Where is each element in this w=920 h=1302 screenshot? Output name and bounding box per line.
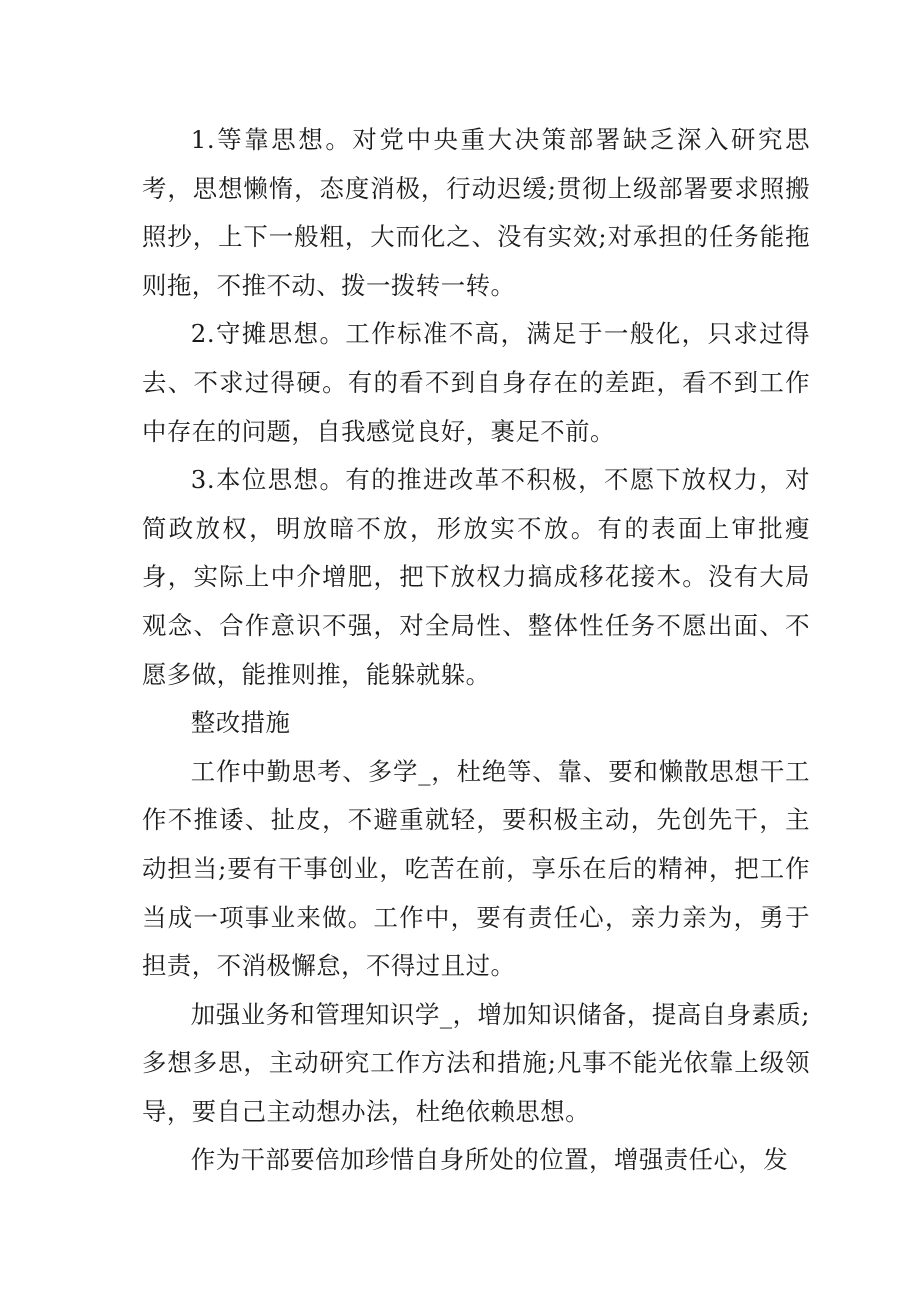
paragraph-departmentalism-mindset: 3.本位思想。有的推进改革不积极，不愿下放权力，对简政放权，明放暗不放，形放实不放。有的表面上审批瘦身，实际上中介增肥，把下放权力搞成移花接木。没有大局观念、合作意识不强，对全局性、整体性任务不愿出面、不愿多做，能推则推，能躲就躲。 <box>142 465 810 689</box>
document-body <box>142 116 810 1185</box>
paragraph-rectification-learning: 加强业务和管理知识学_，增加知识储备，提高自身素质;多想多思，主动研究工作方法和措施;凡事不能光依靠上级领导，要自己主动想办法，杜绝依赖思想。 <box>142 999 810 1126</box>
section-heading-rectification: 整改措施 <box>190 708 291 738</box>
paragraph-status-quo-mindset: 2.守摊思想。工作标准不高，满足于一般化，只求过得去、不求过得硬。有的看不到自身存在的差距，看不到工作中存在的问题，自我感觉良好，裹足不前。 <box>142 319 810 446</box>
paragraph-waiting-mindset: 1.等靠思想。对党中央重大决策部署缺乏深入研究思考，思想懒惰，态度消极，行动迟缓;贯彻上级部署要求照搬照抄，上下一般粗，大而化之、没有实效;对承担的任务能拖则拖，不推不动、拨一拨转一转。 <box>142 125 810 300</box>
paragraph-rectification-diligence: 工作中勤思考、多学_，杜绝等、靠、要和懒散思想干工作不推诿、扯皮，不避重就轻，要积极主动，先创先干，主动担当;要有干事创业，吃苦在前，享乐在后的精神，把工作当成一项事业来做。工作中，要有责任心，亲力亲为，勇于担责，不消极懈怠，不得过且过。 <box>142 756 810 981</box>
paragraph-rectification-responsibility: 作为干部要倍加珍惜自身所处的位置，增强责任心，发 <box>190 1145 789 1175</box>
